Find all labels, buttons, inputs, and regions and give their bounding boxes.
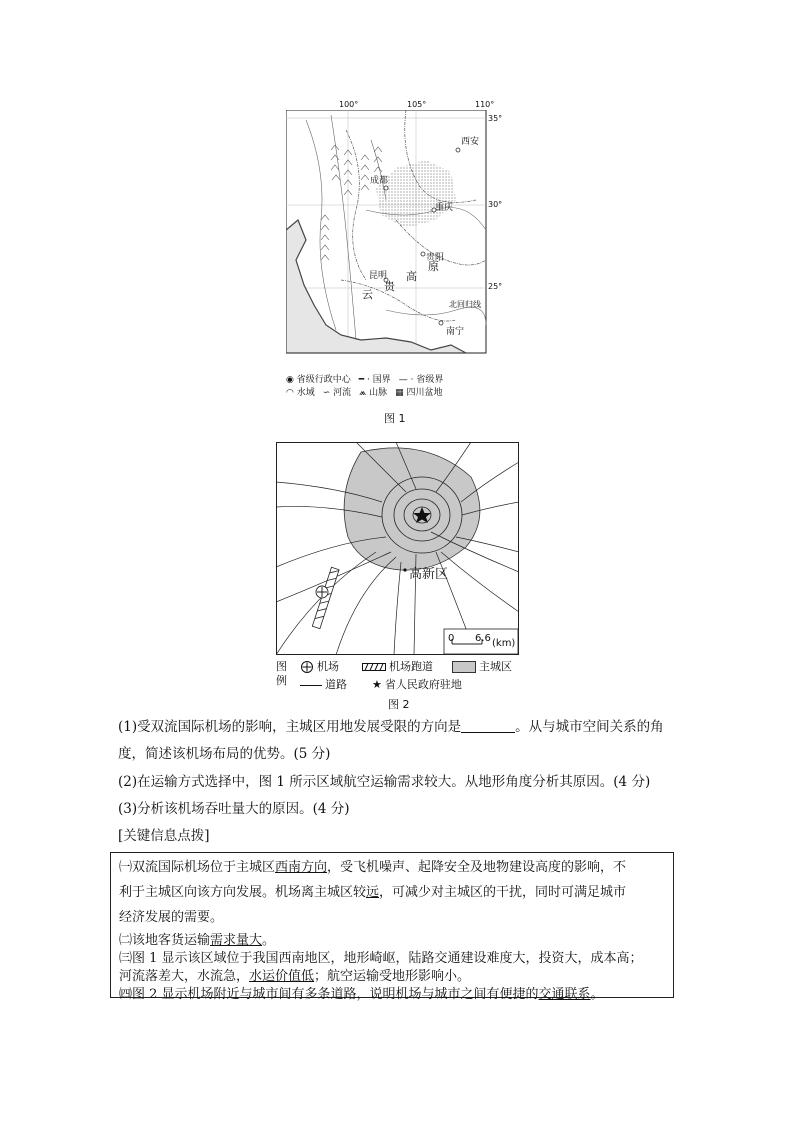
city-guiyang-label: 贵阳 bbox=[426, 253, 445, 263]
question-3: (3)分析该机场吞吐量大的原因。(4 分) bbox=[118, 801, 350, 817]
star-icon: ★ bbox=[372, 678, 382, 691]
city-chengdu-label: 成都 bbox=[370, 176, 389, 186]
legend-river: ∽ 河流 bbox=[322, 388, 352, 398]
lat-35-label: 35° bbox=[488, 114, 503, 123]
urban-swatch bbox=[452, 661, 476, 673]
region-yuan-label: 原 bbox=[428, 260, 439, 273]
legend-national-border: ━ · 国界 bbox=[358, 375, 391, 385]
region-yun-label: 云 bbox=[362, 288, 373, 301]
legend-runway: 机场跑道 bbox=[362, 658, 433, 676]
city-xian-label: 西安 bbox=[461, 137, 480, 147]
city-kunming-label: 昆明 bbox=[369, 271, 388, 281]
tropic-label: 北回归线 bbox=[449, 300, 481, 309]
road-line-icon bbox=[300, 685, 322, 686]
key-point-4: ㈣图 2 显示机场附近与城市间有多条道路，说明机场与城市之间有便捷的交通联系。 bbox=[119, 987, 604, 1002]
legend-water: ◠ 水域 bbox=[286, 388, 315, 398]
figure-2-caption: 图 2 bbox=[388, 698, 410, 711]
city-chongqing-label: 重庆 bbox=[435, 203, 454, 213]
region-gao-label: 高 bbox=[406, 270, 417, 283]
figure-1-caption: 图 1 bbox=[384, 412, 406, 425]
hightech-zone-label: 高新区 bbox=[409, 567, 449, 582]
lon-100-label: 100° bbox=[339, 100, 359, 109]
legend-mountain: ⩕ 山脉 bbox=[359, 388, 388, 398]
lat-25-label: 25° bbox=[488, 282, 503, 291]
lon-100-label bbox=[340, 110, 359, 111]
lon-105-label: 105° bbox=[407, 100, 427, 109]
city-nanning-label: 南宁 bbox=[446, 327, 465, 337]
scale-zero-label: 0 bbox=[448, 633, 455, 644]
city-xian-marker bbox=[456, 148, 460, 152]
airport-icon bbox=[316, 586, 328, 598]
lon-110-label: 110° bbox=[475, 100, 495, 109]
legend-title: 图例 bbox=[276, 660, 287, 687]
region-gui-label: 贵 bbox=[384, 280, 395, 293]
answer-blank[interactable] bbox=[461, 718, 515, 733]
legend-government: ★ 省人民政府驻地 bbox=[372, 676, 462, 694]
legend-urban: 主城区 bbox=[452, 658, 512, 676]
figure-1-legend bbox=[286, 374, 506, 400]
regional-map-svg bbox=[286, 110, 496, 370]
figure-1-map bbox=[286, 110, 496, 370]
city-chengdu-marker bbox=[384, 186, 388, 190]
legend-basin: ▦ 四川盆地 bbox=[395, 388, 443, 398]
city-guiyang-marker bbox=[421, 252, 425, 256]
key-point-2: ㈡该地客货运输需求量大。 bbox=[119, 933, 276, 948]
legend-provincial-border: — · 省级界 bbox=[398, 375, 444, 385]
hightech-zone-dot bbox=[403, 568, 406, 571]
legend-road: 道路 bbox=[300, 676, 347, 694]
key-info-title: [关键信息点拨] bbox=[118, 828, 210, 844]
scale-value-label: 6.6 bbox=[475, 633, 491, 644]
key-info-box bbox=[110, 852, 674, 1002]
key-point-3: ㈢图 1 显示该区域位于我国西南地区，地形崎岖，陆路交通建设难度大，投资大，成本高； 河流落差大，水流急，水运价值低；航空运输受地形影响小。 bbox=[119, 951, 643, 984]
legend-capital: ◉ 省级行政中心 bbox=[286, 375, 351, 385]
legend-airport: 机场 bbox=[300, 658, 339, 676]
question-1: (1)受双流国际机场的影响，主城区用地发展受限的方向是 。从与城市空间关系的角 度，简述该机场布局的优势。(5 分) bbox=[118, 719, 664, 762]
city-nanning-marker bbox=[439, 321, 443, 325]
city-map-svg bbox=[276, 442, 519, 655]
key-point-1: ㈠双流国际机场位于主城区西南方向，受飞机噪声、起降安全及地物建设高度的影响，不 利于主城区向该方向发展。机场离主城区较远，可减少对主城区的干扰，同时可满足城市 经济发展的需要。 bbox=[119, 860, 627, 925]
airport-icon bbox=[300, 660, 314, 674]
lat-30-label: 30° bbox=[488, 200, 503, 209]
question-2: (2)在运输方式选择中，图 1 所示区域航空运输需求较大。从地形角度分析其原因。(4 分) bbox=[118, 774, 651, 790]
runway-hatch-icon bbox=[362, 663, 386, 671]
scale-unit-label: (km) bbox=[492, 638, 516, 649]
figure-2-map bbox=[276, 442, 519, 655]
